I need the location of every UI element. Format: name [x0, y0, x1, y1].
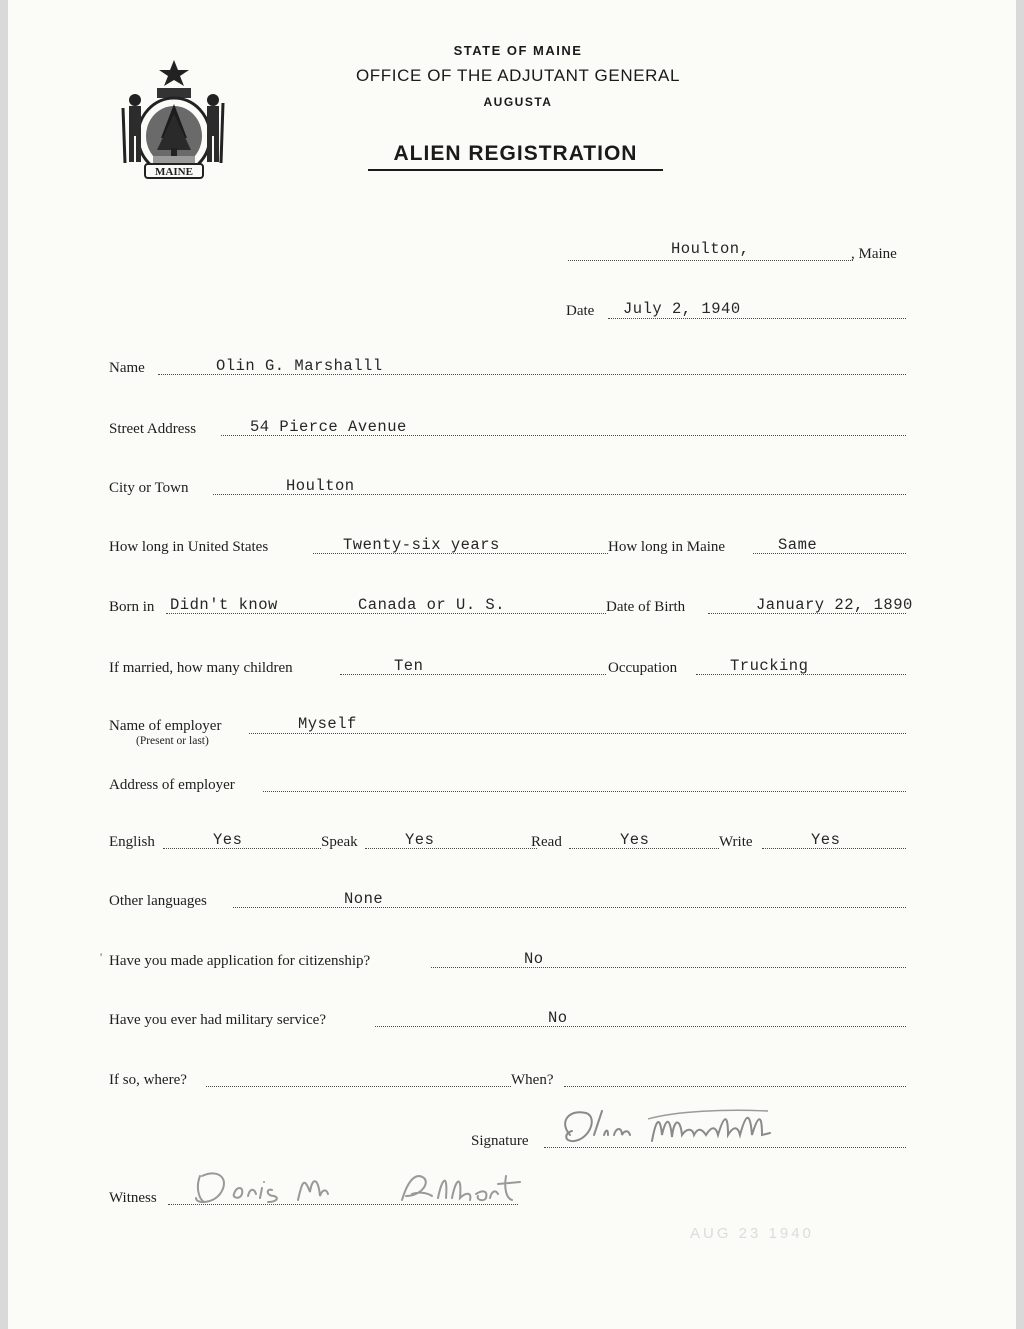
where-line: [206, 1086, 511, 1087]
city-value: Houlton: [286, 477, 355, 495]
when-label: When?: [511, 1072, 554, 1088]
date-line: [608, 318, 906, 319]
state-heading: STATE OF MAINE: [453, 43, 583, 58]
state-seal-icon: [115, 58, 233, 180]
citizenship-line: [431, 967, 906, 968]
speak-line: [365, 848, 537, 849]
date-value: July 2, 1940: [623, 300, 741, 318]
english-value: Yes: [213, 831, 243, 849]
speak-value: Yes: [405, 831, 435, 849]
how-long-us-label: How long in United States: [109, 539, 269, 555]
name-value: Olin G. Marshalll: [216, 357, 383, 375]
military-line: [375, 1026, 906, 1027]
other-languages-line: [233, 907, 906, 908]
date-label: Date: [566, 303, 595, 319]
date-of-birth-label: Date of Birth: [606, 599, 686, 615]
employer-label: Name of employer: [109, 718, 222, 734]
employer-note: (Present or last): [136, 735, 209, 747]
born-in-label: Born in: [109, 599, 155, 615]
town-line: [568, 260, 853, 261]
received-stamp: AUG 23 1940: [690, 1225, 814, 1242]
born-in-value-2: Canada or U. S.: [358, 596, 506, 614]
town-value: Houlton,: [671, 240, 750, 258]
employer-address-line: [263, 791, 906, 792]
form-title: ALIEN REGISTRATION: [368, 142, 663, 171]
svg-text:MAINE: MAINE: [155, 166, 193, 178]
children-line: [340, 674, 606, 675]
employer-address-label: Address of employer: [109, 777, 235, 793]
city-heading: AUGUSTA: [483, 95, 553, 109]
military-value: No: [548, 1009, 568, 1027]
how-long-us-value: Twenty-six years: [343, 536, 500, 554]
applicant-signature: [556, 1105, 816, 1155]
maine-label: , Maine: [851, 246, 897, 262]
speak-label: Speak: [321, 834, 358, 850]
born-in-value: Didn't know: [170, 596, 278, 614]
witness-label: Witness: [109, 1190, 157, 1206]
other-languages-label: Other languages: [109, 893, 207, 909]
street-label: Street Address: [109, 421, 197, 437]
citizenship-value: No: [524, 950, 544, 968]
employer-line: [249, 733, 906, 734]
where-label: If so, where?: [109, 1072, 187, 1088]
read-label: Read: [531, 834, 562, 850]
street-value: 54 Pierce Avenue: [250, 418, 407, 436]
occupation-label: Occupation: [608, 660, 678, 676]
english-label: English: [109, 834, 155, 850]
citizenship-label: Have you made application for citizenship?: [109, 953, 371, 969]
how-long-maine-label: How long in Maine: [608, 539, 726, 555]
office-heading: OFFICE OF THE ADJUTANT GENERAL: [355, 66, 681, 85]
registration-form: MAINE STATE OF MAINE OFFICE OF THE ADJUTANT GENERAL AUGUSTA ALIEN REGISTRATION Houlton, , Maine Date July 2, 1940 Name Olin G. Marshalll Street Address 54 Pierce Avenue City or Town Houlton How long in United States Twenty-six years How long in Maine Same Born in Didn't know Canada or U. S. Date of Birth January 22, 1890 If married, how many children Ten Occupation Trucking Name of employer (Present or last) Myself Address of employer English Yes Speak Yes Read Yes Write Yes Other languages None ' Have you made application for citizenship? No Have you ever had military service? No If so, where? When? Signature Witness AUG 23 1940: [8, 0, 1016, 1329]
children-label: If married, how many children: [109, 660, 293, 676]
city-label: City or Town: [109, 480, 189, 496]
military-label: Have you ever had military service?: [109, 1012, 326, 1028]
children-value: Ten: [394, 657, 424, 675]
witness-signature: [176, 1162, 526, 1214]
write-label: Write: [719, 834, 753, 850]
occupation-value: Trucking: [730, 657, 809, 675]
when-line: [564, 1086, 906, 1087]
date-of-birth-value: January 22, 1890: [756, 596, 913, 614]
name-label: Name: [109, 360, 145, 376]
read-value: Yes: [620, 831, 650, 849]
other-languages-value: None: [344, 890, 384, 908]
how-long-maine-value: Same: [778, 536, 818, 554]
write-value: Yes: [811, 831, 841, 849]
how-long-maine-line: [753, 553, 906, 554]
signature-label: Signature: [471, 1133, 529, 1149]
employer-value: Myself: [298, 715, 357, 733]
